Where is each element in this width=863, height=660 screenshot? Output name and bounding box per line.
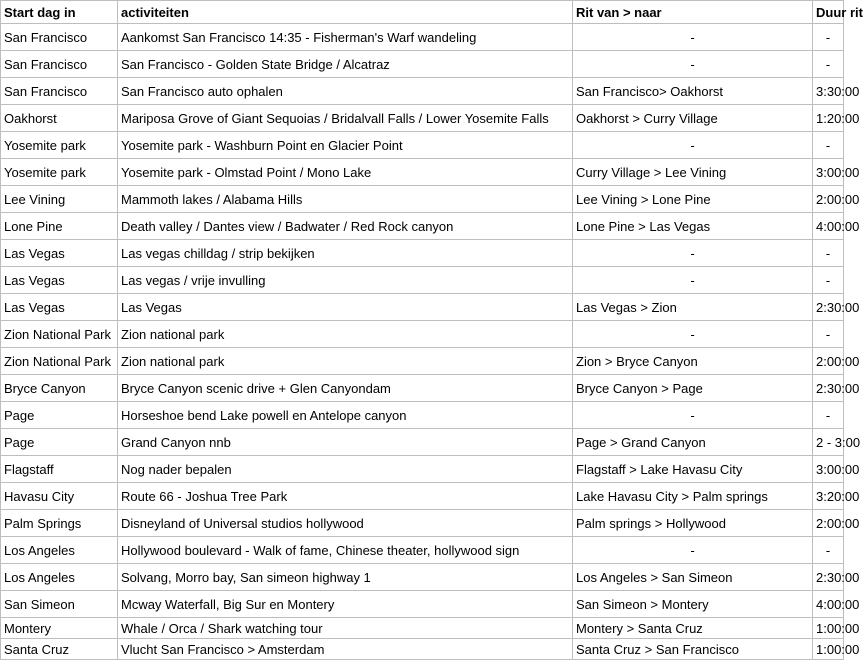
cell-rit[interactable]: - — [573, 240, 813, 267]
table-row — [1, 510, 844, 537]
cell-duur[interactable]: - — [813, 24, 844, 51]
cell-duur[interactable]: 2:00:00 — [813, 348, 844, 375]
cell-start-dag[interactable]: Yosemite park — [1, 159, 118, 186]
cell-rit[interactable]: Bryce Canyon > Page — [573, 375, 813, 402]
header-duur[interactable]: Duur rit — [813, 1, 844, 24]
cell-duur[interactable]: 3:00:00 — [813, 159, 844, 186]
cell-start-dag[interactable]: San Francisco — [1, 51, 118, 78]
table-row — [1, 402, 844, 429]
cell-rit[interactable]: Lone Pine > Las Vegas — [573, 213, 813, 240]
cell-start-dag[interactable]: Las Vegas — [1, 240, 118, 267]
table-row — [1, 132, 844, 159]
cell-activiteit[interactable]: Death valley / Dantes view / Badwater / Red Rock canyon — [118, 213, 573, 240]
table-row — [1, 591, 844, 618]
cell-rit[interactable]: Zion > Bryce Canyon — [573, 348, 813, 375]
cell-start-dag[interactable]: Zion National Park — [1, 321, 118, 348]
table-row — [1, 537, 844, 564]
cell-activiteit[interactable]: Solvang, Morro bay, San simeon highway 1 — [118, 564, 573, 591]
cell-rit[interactable]: - — [573, 132, 813, 159]
cell-rit[interactable]: Palm springs > Hollywood — [573, 510, 813, 537]
cell-activiteit[interactable]: Las vegas chilldag / strip bekijken — [118, 240, 573, 267]
table-row — [1, 159, 844, 186]
cell-duur[interactable]: - — [813, 267, 844, 294]
cell-rit[interactable]: Santa Cruz > San Francisco — [573, 639, 813, 660]
cell-duur[interactable]: - — [813, 51, 844, 78]
cell-start-dag[interactable]: Santa Cruz — [1, 639, 118, 660]
cell-start-dag[interactable]: Palm Springs — [1, 510, 118, 537]
header-row — [1, 1, 844, 24]
cell-activiteit[interactable]: Las vegas / vrije invulling — [118, 267, 573, 294]
cell-activiteit[interactable]: Aankomst San Francisco 14:35 - Fisherman's Warf wandeling — [118, 24, 573, 51]
cell-rit[interactable]: Oakhorst > Curry Village — [573, 105, 813, 132]
cell-start-dag[interactable]: San Francisco — [1, 24, 118, 51]
cell-activiteit[interactable]: Zion national park — [118, 348, 573, 375]
cell-activiteit[interactable]: Route 66 - Joshua Tree Park — [118, 483, 573, 510]
table-row — [1, 186, 844, 213]
cell-duur[interactable]: 3:30:00 — [813, 78, 844, 105]
cell-rit[interactable]: - — [573, 537, 813, 564]
cell-activiteit[interactable]: Hollywood boulevard - Walk of fame, Chinese theater, hollywood sign — [118, 537, 573, 564]
cell-rit[interactable]: Lake Havasu City > Palm springs — [573, 483, 813, 510]
cell-start-dag[interactable]: Page — [1, 429, 118, 456]
cell-start-dag[interactable]: Havasu City — [1, 483, 118, 510]
cell-start-dag[interactable]: Los Angeles — [1, 537, 118, 564]
cell-start-dag[interactable]: San Francisco — [1, 78, 118, 105]
cell-duur[interactable]: - — [813, 240, 844, 267]
cell-activiteit[interactable]: Yosemite park - Washburn Point en Glacier Point — [118, 132, 573, 159]
table-row — [1, 639, 844, 660]
cell-start-dag[interactable]: Yosemite park — [1, 132, 118, 159]
cell-duur[interactable]: 4:00:00 — [813, 591, 844, 618]
table-row — [1, 267, 844, 294]
table-row — [1, 429, 844, 456]
table-row — [1, 456, 844, 483]
cell-duur[interactable]: - — [813, 321, 844, 348]
table-row — [1, 51, 844, 78]
cell-rit[interactable]: Page > Grand Canyon — [573, 429, 813, 456]
cell-activiteit[interactable]: Nog nader bepalen — [118, 456, 573, 483]
cell-duur[interactable]: 3:00:00 — [813, 456, 844, 483]
cell-activiteit[interactable]: Horseshoe bend Lake powell en Antelope canyon — [118, 402, 573, 429]
cell-duur[interactable]: 1:20:00 — [813, 105, 844, 132]
cell-activiteit[interactable]: Las Vegas — [118, 294, 573, 321]
table-row — [1, 78, 844, 105]
cell-start-dag[interactable]: Las Vegas — [1, 294, 118, 321]
table-row — [1, 348, 844, 375]
cell-rit[interactable]: San Simeon > Montery — [573, 591, 813, 618]
cell-rit[interactable]: Montery > Santa Cruz — [573, 618, 813, 639]
cell-rit[interactable]: - — [573, 51, 813, 78]
cell-rit[interactable]: Las Vegas > Zion — [573, 294, 813, 321]
cell-activiteit[interactable]: Mcway Waterfall, Big Sur en Montery — [118, 591, 573, 618]
cell-rit[interactable]: - — [573, 321, 813, 348]
cell-start-dag[interactable]: Lee Vining — [1, 186, 118, 213]
cell-rit[interactable]: - — [573, 24, 813, 51]
cell-activiteit[interactable]: Mammoth lakes / Alabama Hills — [118, 186, 573, 213]
cell-start-dag[interactable]: Lone Pine — [1, 213, 118, 240]
cell-duur[interactable]: 1:00:00 — [813, 618, 844, 639]
cell-rit[interactable]: - — [573, 267, 813, 294]
cell-activiteit[interactable]: Zion national park — [118, 321, 573, 348]
table-row — [1, 618, 844, 639]
cell-duur[interactable]: - — [813, 537, 844, 564]
cell-start-dag[interactable]: Flagstaff — [1, 456, 118, 483]
cell-activiteit[interactable]: Disneyland of Universal studios hollywood — [118, 510, 573, 537]
cell-start-dag[interactable]: Los Angeles — [1, 564, 118, 591]
cell-duur[interactable]: 3:20:00 — [813, 483, 844, 510]
header-activiteiten[interactable]: activiteiten — [118, 1, 573, 24]
table-row — [1, 483, 844, 510]
cell-duur[interactable]: 2:30:00 — [813, 564, 844, 591]
cell-duur[interactable]: 1:00:00 — [813, 639, 844, 660]
cell-rit[interactable]: Curry Village > Lee Vining — [573, 159, 813, 186]
header-start-dag[interactable]: Start dag in — [1, 1, 118, 24]
cell-rit[interactable]: Lee Vining > Lone Pine — [573, 186, 813, 213]
table-row — [1, 321, 844, 348]
header-rit[interactable]: Rit van > naar — [573, 1, 813, 24]
cell-activiteit[interactable]: Mariposa Grove of Giant Sequoias / Bridalvall Falls / Lower Yosemite Falls — [118, 105, 573, 132]
cell-duur[interactable]: 2 - 3:00 — [813, 429, 844, 456]
cell-duur[interactable]: 2:00:00 — [813, 510, 844, 537]
table-row — [1, 294, 844, 321]
cell-rit[interactable]: - — [573, 402, 813, 429]
cell-activiteit[interactable]: Yosemite park - Olmstad Point / Mono Lake — [118, 159, 573, 186]
cell-activiteit[interactable]: Whale / Orca / Shark watching tour — [118, 618, 573, 639]
cell-start-dag[interactable]: San Simeon — [1, 591, 118, 618]
cell-rit[interactable]: Los Angeles > San Simeon — [573, 564, 813, 591]
cell-start-dag[interactable]: Zion National Park — [1, 348, 118, 375]
cell-activiteit[interactable]: San Francisco - Golden State Bridge / Alcatraz — [118, 51, 573, 78]
cell-start-dag[interactable]: Oakhorst — [1, 105, 118, 132]
cell-duur[interactable]: 4:00:00 — [813, 213, 844, 240]
cell-rit[interactable]: Flagstaff > Lake Havasu City — [573, 456, 813, 483]
cell-duur[interactable]: - — [813, 402, 844, 429]
cell-rit[interactable]: San Francisco> Oakhorst — [573, 78, 813, 105]
cell-duur[interactable]: 2:00:00 — [813, 186, 844, 213]
table-row — [1, 240, 844, 267]
cell-activiteit[interactable]: Vlucht San Francisco > Amsterdam — [118, 639, 573, 660]
cell-activiteit[interactable]: San Francisco auto ophalen — [118, 78, 573, 105]
table-row — [1, 105, 844, 132]
cell-start-dag[interactable]: Bryce Canyon — [1, 375, 118, 402]
cell-start-dag[interactable]: Page — [1, 402, 118, 429]
cell-start-dag[interactable]: Montery — [1, 618, 118, 639]
table-row — [1, 24, 844, 51]
cell-duur[interactable]: - — [813, 132, 844, 159]
cell-duur[interactable]: 2:30:00 — [813, 294, 844, 321]
cell-duur[interactable]: 2:30:00 — [813, 375, 844, 402]
cell-activiteit[interactable]: Grand Canyon nnb — [118, 429, 573, 456]
table-row — [1, 375, 844, 402]
cell-start-dag[interactable]: Las Vegas — [1, 267, 118, 294]
table-row — [1, 564, 844, 591]
cell-activiteit[interactable]: Bryce Canyon scenic drive + Glen Canyondam — [118, 375, 573, 402]
table-row — [1, 213, 844, 240]
